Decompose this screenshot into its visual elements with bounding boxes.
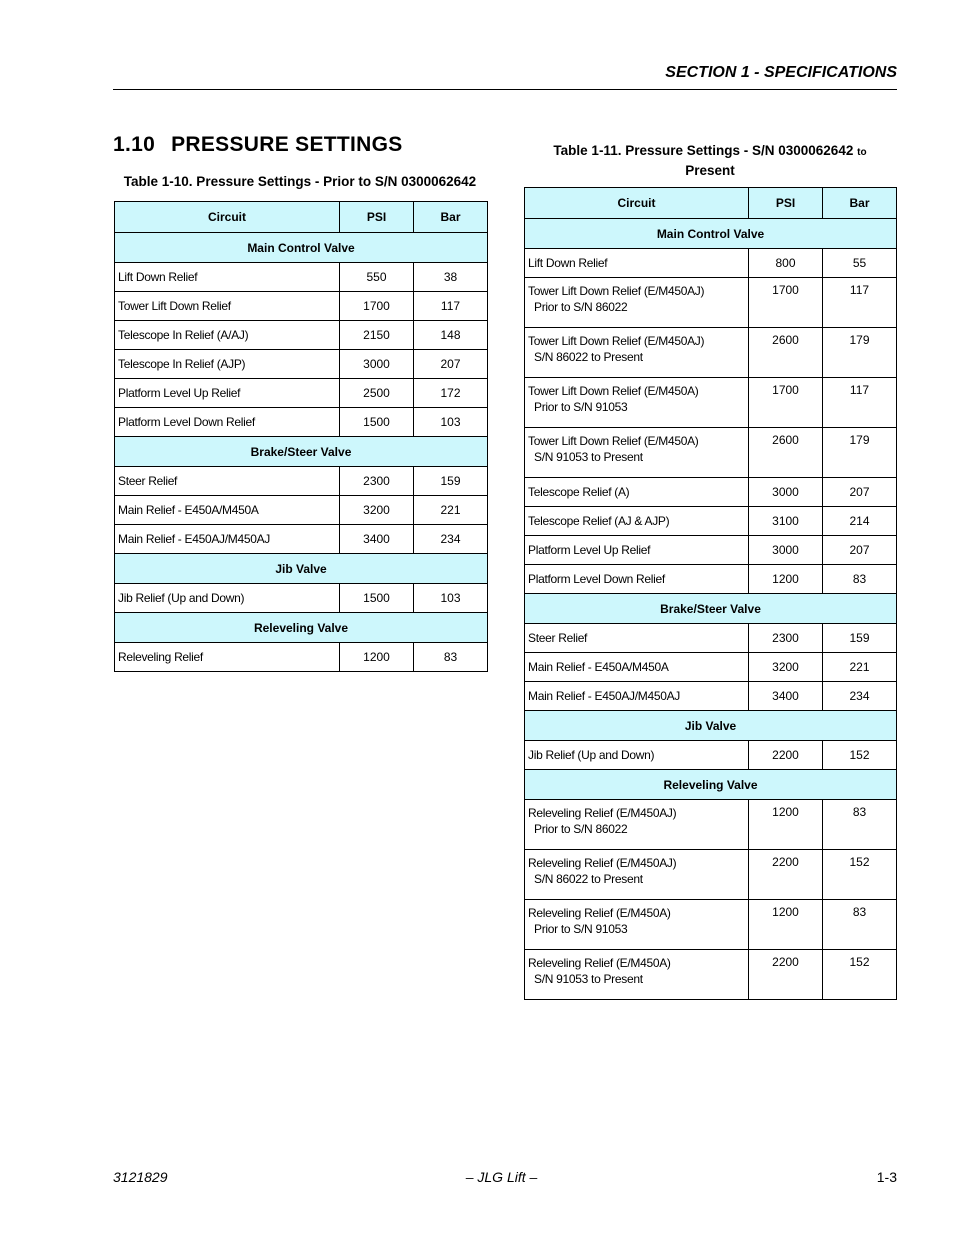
table-row	[115, 584, 488, 613]
circuit-cell	[115, 321, 340, 350]
bar-cell: 234	[414, 525, 488, 554]
pressure-table-present	[524, 187, 897, 1000]
table-row	[525, 565, 897, 594]
circuit-cell	[525, 328, 749, 378]
section-header-title: SECTION 1 - SPECIFICATIONS	[665, 64, 897, 81]
circuit-name: Telescope In Relief (AJP)	[118, 357, 246, 371]
bar-cell: 83	[823, 800, 897, 850]
psi-cell: 2600	[749, 428, 823, 478]
circuit-name: Jib Relief (Up and Down)	[118, 591, 245, 605]
footer-center: – JLG Lift –	[465, 1169, 538, 1185]
table-row	[525, 249, 897, 278]
bar-cell: 117	[414, 292, 488, 321]
circuit-cell	[115, 467, 340, 496]
circuit-cell	[115, 408, 340, 437]
table-row	[525, 950, 897, 1000]
table-row	[115, 292, 488, 321]
table-header-row	[525, 188, 897, 219]
circuit-serial-range: S/N 91053 to Present	[534, 450, 643, 464]
group-title: Main Control Valve	[525, 219, 897, 249]
table-row	[115, 321, 488, 350]
circuit-cell	[115, 379, 340, 408]
circuit-cell	[525, 378, 749, 428]
circuit-serial-range: S/N 91053 to Present	[534, 972, 643, 986]
psi-cell: 2500	[340, 379, 414, 408]
table2-caption-to: to	[857, 147, 867, 158]
column-header-psi: PSI	[749, 188, 823, 219]
circuit-name: Main Relief - E450A/M450A	[528, 660, 669, 674]
circuit-cell	[525, 278, 749, 328]
table-row	[525, 900, 897, 950]
bar-cell: 207	[823, 478, 897, 507]
circuit-name: Main Relief - E450A/M450A	[118, 503, 259, 517]
circuit-cell	[115, 350, 340, 379]
circuit-name: Platform Level Up Relief	[118, 386, 241, 400]
table-row	[525, 378, 897, 428]
circuit-cell	[525, 741, 749, 770]
section-number: 1.10	[113, 133, 156, 156]
circuit-name: Tower Lift Down Relief (E/M450AJ)	[528, 284, 705, 298]
column-header-bar: Bar	[414, 202, 488, 233]
psi-cell: 2150	[340, 321, 414, 350]
bar-cell: 159	[823, 624, 897, 653]
circuit-cell	[115, 584, 340, 613]
bar-cell: 179	[823, 328, 897, 378]
circuit-name: Telescope Relief (AJ & AJP)	[528, 514, 670, 528]
table-row	[525, 682, 897, 711]
circuit-name: Steer Relief	[528, 631, 588, 645]
group-row	[115, 613, 488, 643]
table-row	[525, 800, 897, 850]
table2-caption-main: Table 1-11. Pressure Settings - S/N 0300062642	[553, 143, 854, 158]
group-row	[525, 770, 897, 800]
group-row	[115, 437, 488, 467]
circuit-name: Releveling Relief	[118, 650, 203, 664]
group-row	[115, 233, 488, 263]
psi-cell: 2200	[749, 741, 823, 770]
table-row	[525, 850, 897, 900]
group-row	[525, 219, 897, 249]
footer-doc-number: 3121829	[113, 1169, 168, 1185]
psi-cell: 1200	[340, 643, 414, 672]
circuit-name: Tower Lift Down Relief	[118, 299, 231, 313]
group-row	[525, 711, 897, 741]
psi-cell: 1700	[749, 278, 823, 328]
circuit-serial-range: Prior to S/N 91053	[534, 400, 628, 414]
circuit-name: Platform Level Down Relief	[528, 572, 665, 586]
circuit-serial-range: S/N 86022 to Present	[534, 872, 643, 886]
circuit-name: Tower Lift Down Relief (E/M450AJ)	[528, 334, 705, 348]
bar-cell: 234	[823, 682, 897, 711]
circuit-cell	[525, 850, 749, 900]
circuit-name: Platform Level Up Relief	[528, 543, 651, 557]
psi-cell: 1700	[749, 378, 823, 428]
table-row	[525, 478, 897, 507]
circuit-serial-range: S/N 86022 to Present	[534, 350, 643, 364]
table-row	[525, 624, 897, 653]
table-row	[115, 263, 488, 292]
table-row	[525, 278, 897, 328]
psi-cell: 3100	[749, 507, 823, 536]
psi-cell: 1200	[749, 900, 823, 950]
section-title: PRESSURE SETTINGS	[171, 133, 403, 156]
bar-cell: 103	[414, 584, 488, 613]
bar-cell: 55	[823, 249, 897, 278]
circuit-cell	[115, 643, 340, 672]
group-title: Releveling Valve	[115, 613, 488, 643]
bar-cell: 152	[823, 741, 897, 770]
circuit-cell	[525, 507, 749, 536]
table-row	[115, 643, 488, 672]
table-row	[115, 379, 488, 408]
psi-cell: 1200	[749, 800, 823, 850]
bar-cell: 152	[823, 850, 897, 900]
psi-cell: 3000	[749, 478, 823, 507]
section-heading	[113, 133, 403, 157]
table-row	[525, 741, 897, 770]
circuit-name: Releveling Relief (E/M450A)	[528, 906, 671, 920]
circuit-cell	[115, 263, 340, 292]
table-row	[525, 507, 897, 536]
table2-caption	[524, 142, 896, 180]
circuit-name: Lift Down Relief	[118, 270, 198, 284]
circuit-cell	[525, 950, 749, 1000]
circuit-name: Releveling Relief (E/M450AJ)	[528, 856, 677, 870]
group-title: Brake/Steer Valve	[115, 437, 488, 467]
table-row	[115, 496, 488, 525]
psi-cell: 1200	[749, 565, 823, 594]
circuit-name: Tower Lift Down Relief (E/M450A)	[528, 384, 699, 398]
circuit-cell	[525, 624, 749, 653]
table-row	[525, 653, 897, 682]
circuit-cell	[525, 800, 749, 850]
group-title: Main Control Valve	[115, 233, 488, 263]
table-row	[115, 408, 488, 437]
psi-cell: 1500	[340, 408, 414, 437]
table-header-row	[115, 202, 488, 233]
circuit-serial-range: Prior to S/N 86022	[534, 822, 628, 836]
bar-cell: 159	[414, 467, 488, 496]
psi-cell: 2300	[749, 624, 823, 653]
psi-cell: 3000	[749, 536, 823, 565]
psi-cell: 1500	[340, 584, 414, 613]
psi-cell: 550	[340, 263, 414, 292]
table2-caption-line2: Present	[685, 163, 735, 178]
table-row	[115, 350, 488, 379]
bar-cell: 117	[823, 278, 897, 328]
pressure-table-prior	[114, 201, 488, 672]
psi-cell: 3200	[340, 496, 414, 525]
circuit-cell	[115, 525, 340, 554]
psi-cell: 800	[749, 249, 823, 278]
circuit-name: Jib Relief (Up and Down)	[528, 748, 655, 762]
table-row	[115, 525, 488, 554]
psi-cell: 3000	[340, 350, 414, 379]
bar-cell: 152	[823, 950, 897, 1000]
circuit-name: Releveling Relief (E/M450AJ)	[528, 806, 677, 820]
circuit-name: Releveling Relief (E/M450A)	[528, 956, 671, 970]
psi-cell: 2200	[749, 950, 823, 1000]
bar-cell: 83	[823, 565, 897, 594]
bar-cell: 221	[414, 496, 488, 525]
group-title: Jib Valve	[525, 711, 897, 741]
bar-cell: 117	[823, 378, 897, 428]
circuit-cell	[525, 249, 749, 278]
table-row	[525, 328, 897, 378]
group-row	[525, 594, 897, 624]
circuit-cell	[525, 565, 749, 594]
circuit-serial-range: Prior to S/N 91053	[534, 922, 628, 936]
group-row	[115, 554, 488, 584]
bar-cell: 103	[414, 408, 488, 437]
circuit-name: Platform Level Down Relief	[118, 415, 255, 429]
psi-cell: 3400	[749, 682, 823, 711]
circuit-name: Telescope Relief (A)	[528, 485, 630, 499]
bar-cell: 214	[823, 507, 897, 536]
circuit-cell	[525, 428, 749, 478]
psi-cell: 2200	[749, 850, 823, 900]
column-header-circuit: Circuit	[115, 202, 340, 233]
bar-cell: 207	[823, 536, 897, 565]
circuit-cell	[525, 653, 749, 682]
circuit-name: Tower Lift Down Relief (E/M450A)	[528, 434, 699, 448]
circuit-cell	[115, 496, 340, 525]
table-row	[525, 536, 897, 565]
psi-cell: 2600	[749, 328, 823, 378]
column-header-circuit: Circuit	[525, 188, 749, 219]
bar-cell: 148	[414, 321, 488, 350]
circuit-cell	[525, 682, 749, 711]
header-rule	[113, 89, 897, 90]
group-title: Jib Valve	[115, 554, 488, 584]
bar-cell: 221	[823, 653, 897, 682]
table-row	[115, 467, 488, 496]
circuit-name: Main Relief - E450AJ/M450AJ	[118, 532, 270, 546]
psi-cell: 1700	[340, 292, 414, 321]
bar-cell: 179	[823, 428, 897, 478]
circuit-serial-range: Prior to S/N 86022	[534, 300, 628, 314]
bar-cell: 207	[414, 350, 488, 379]
circuit-cell	[115, 292, 340, 321]
bar-cell: 172	[414, 379, 488, 408]
psi-cell: 2300	[340, 467, 414, 496]
circuit-name: Steer Relief	[118, 474, 178, 488]
bar-cell: 38	[414, 263, 488, 292]
circuit-cell	[525, 478, 749, 507]
group-title: Releveling Valve	[525, 770, 897, 800]
circuit-name: Lift Down Relief	[528, 256, 608, 270]
psi-cell: 3400	[340, 525, 414, 554]
circuit-name: Main Relief - E450AJ/M450AJ	[528, 689, 680, 703]
psi-cell: 3200	[749, 653, 823, 682]
bar-cell: 83	[414, 643, 488, 672]
column-header-bar: Bar	[823, 188, 897, 219]
circuit-name: Telescope In Relief (A/AJ)	[118, 328, 249, 342]
column-header-psi: PSI	[340, 202, 414, 233]
table1-caption: Table 1-10. Pressure Settings - Prior to S/N 0300062642	[123, 174, 477, 189]
circuit-cell	[525, 900, 749, 950]
table-row	[525, 428, 897, 478]
bar-cell: 83	[823, 900, 897, 950]
group-title: Brake/Steer Valve	[525, 594, 897, 624]
footer-page-number: 1-3	[876, 1169, 897, 1185]
circuit-cell	[525, 536, 749, 565]
